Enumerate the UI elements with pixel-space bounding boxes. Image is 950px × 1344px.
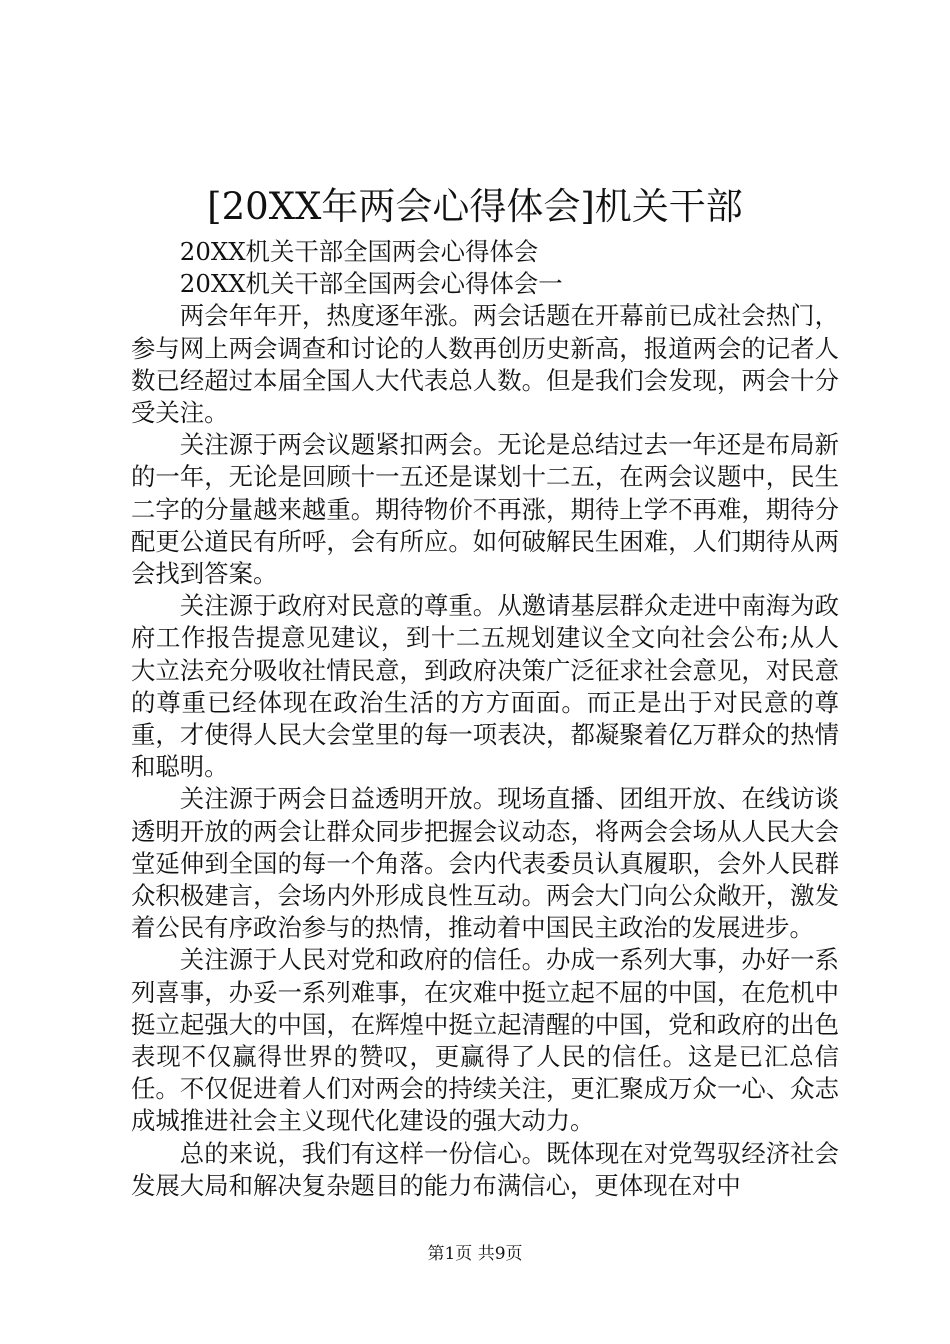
body-paragraph: 关注源于两会日益透明开放。现场直播、团组开放、在线访谈透明开放的两会让群众同步把握会议动态，将两会会场从人民大会堂延伸到全国的每一个角落。会内代表委员认真履职，会外人民群众积极建言，会场内外形成良性互动。两会大门向公众敞开，激发着公民有序政治参与的热情，推动着中国民主政治的发展进步。: [131, 784, 839, 943]
subtitle-line: 20XX机关干部全国两会心得体会一: [179, 269, 563, 299]
document-body: [131, 236, 839, 1202]
page-number-footer: 第1页 共9页: [427, 1244, 523, 1264]
subtitle-line: 20XX机关干部全国两会心得体会: [179, 237, 539, 266]
body-paragraph: 关注源于两会议题紧扣两会。无论是总结过去一年还是布局新的一年，无论是回顾十一五还是谋划十二五，在两会议题中，民生二字的分量越来越重。期待物价不再涨，期待上学不再难，期待分配更公道民有所呼，会有所应。如何破解民生困难，人们期待从两会找到答案。: [131, 430, 839, 589]
body-paragraph: 两会年年开，热度逐年涨。两会话题在开幕前已成社会热门，参与网上两会调查和讨论的人数再创历史新高，报道两会的记者人数已经超过本届全国人大代表总人数。但是我们会发现，两会十分受关注。: [131, 301, 839, 428]
body-paragraph: 关注源于人民对党和政府的信任。办成一系列大事，办好一系列喜事，办妥一系列难事，在灾难中挺立起不屈的中国，在危机中挺立起强大的中国，在辉煌中挺立起清醒的中国，党和政府的出色表现不仅赢得世界的赞叹，更赢得了人民的信任。这是已汇总信任。不仅促进着人们对两会的持续关注，更汇聚成万众一心、众志成城推进社会主义现代化建设的强大动力。: [131, 945, 839, 1136]
document-title: [20XX年两会心得体会]机关干部: [207, 185, 743, 228]
body-paragraph: 关注源于政府对民意的尊重。从邀请基层群众走进中南海为政府工作报告提意见建议，到十二五规划建议全文向社会公布;从人大立法充分吸收社情民意，到政府决策广泛征求社会意见，对民意的尊重已经体现在政治生活的方方面面。而正是出于对民意的尊重，才使得人民大会堂里的每一项表决，都凝聚着亿万群众的热情和聪明。: [131, 591, 839, 782]
body-paragraph: 总的来说，我们有这样一份信心。既体现在对党驾驭经济社会发展大局和解决复杂题目的能力布满信心，更体现在对中: [131, 1138, 839, 1200]
